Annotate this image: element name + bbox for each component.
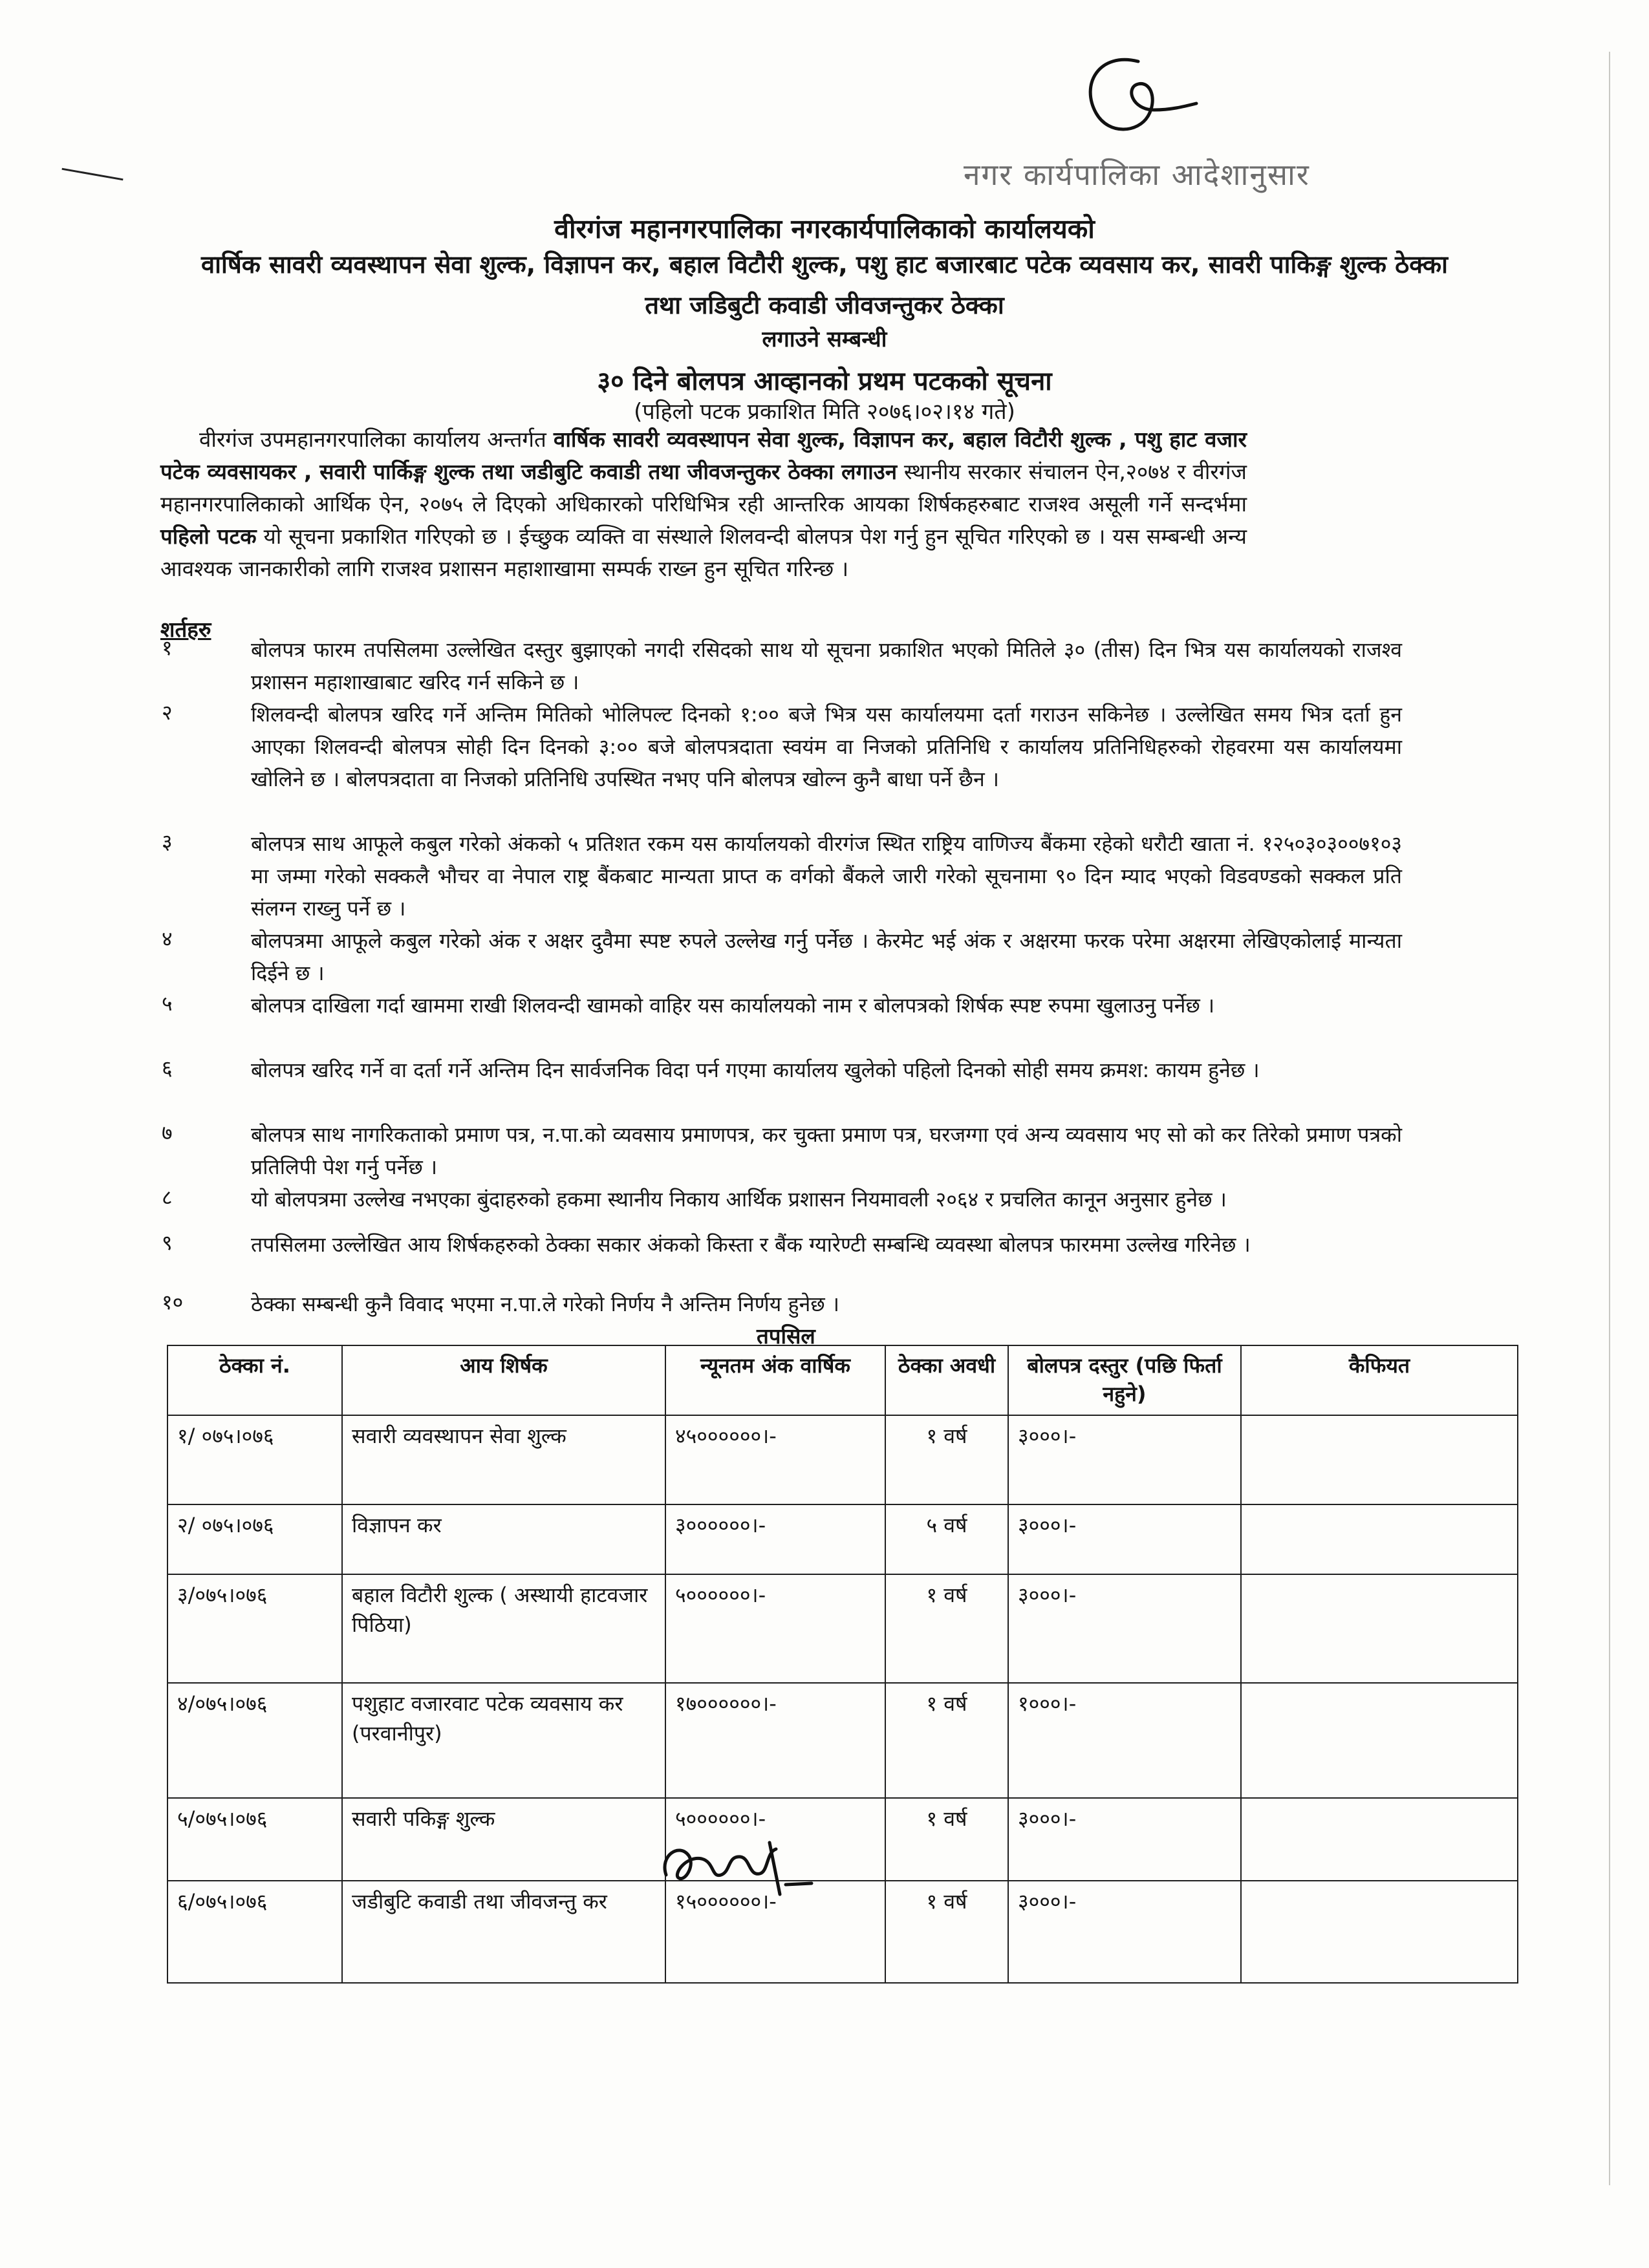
term-text: यो बोलपत्रमा उल्लेख नभएका बुंदाहरुको हकमा स्थानीय निकाय आर्थिक प्रशासन नियमावली २०६४ र प्रचलित कानून अनुसार हुनेछ ।	[251, 1187, 1227, 1212]
term-text: शिलवन्दी बोलपत्र खरिद गर्ने अन्तिम मितिको भोलिपल्ट दिनको १:०० बजे भित्र यस कार्यालयमा दर्ता गराउन सकिनेछ । उल्लेखित समय भित्र दर्ता हुन आएका शिलवन्दी बोलपत्र सोही दिन दिनको ३:०० बजे बोलपत्रदाता स्वयंम वा निजको प्रतिनिधि र कार्यालय प्रतिनिधिहरुको रोहवरमा यस कार्यालयमा खोलिने छ । बोलपत्रदाता वा निजको प्रतिनिधि उपस्थित नभए पनि बोलपत्र खोल्न कुनै बाधा पर्ने छैन ।	[251, 702, 1402, 791]
stamp-text: नगर कार्यपालिका आदेशानुसार	[964, 157, 1310, 192]
cell-tender-fee: ३०००।-	[1008, 1415, 1241, 1504]
cell-tender-fee: ३०००।-	[1008, 1574, 1241, 1683]
cell-contract-no: २/ ०७५।०७६	[167, 1504, 342, 1574]
cell-duration: १ वर्ष	[885, 1798, 1008, 1881]
pen-mark	[61, 168, 123, 181]
cell-remarks	[1241, 1798, 1518, 1881]
notice-title: ३० दिने बोलपत्र आव्हानको प्रथम पटकको सूचना	[597, 367, 1052, 396]
table-row	[167, 1798, 1518, 1881]
term-number: १०	[162, 1290, 184, 1314]
header-remarks: कैफियत	[1241, 1345, 1518, 1415]
cell-revenue-title: पशुहाट वजारवाट पटेक व्यवसाय कर (परवानीपुर)	[342, 1683, 665, 1798]
table-row	[167, 1574, 1518, 1683]
term-number: ३	[162, 829, 173, 854]
table-row	[167, 1415, 1518, 1504]
cell-contract-no: १/ ०७५।०७६	[167, 1415, 342, 1504]
cell-tender-fee: १०००।-	[1008, 1683, 1241, 1798]
cell-revenue-title: बहाल विटौरी शुल्क ( अस्थायी हाटवजार पिठिया)	[342, 1574, 665, 1683]
subject-line-1: वार्षिक सावरी व्यवस्थापन सेवा शुल्क, विज्ञापन कर, बहाल विटौरी शुल्क, पशु हाट बजारबाट पटेक व्यवसाय कर, सावरी पाकिङ्ग शुल्क ठेक्का	[201, 250, 1448, 279]
intro-text-3: यो सूचना प्रकाशित गरिएको छ । ईच्छुक व्यक्ति वा संस्थाले शिलवन्दी बोलपत्र पेश गर्नु हुन सूचित गरिएको छ । यस सम्बन्धी अन्य आवश्यक जानकारीको लागि राजश्व प्रशासन महाशाखामा सम्पर्क राख्न हुन सूचित गरिन्छ ।	[160, 524, 1247, 581]
cell-contract-no: ५/०७५।०७६	[167, 1798, 342, 1881]
subject-line-2: तथा जडिबुटी कवाडी जीवजन्तुकर ठेक्का	[645, 291, 1004, 319]
cell-duration: १ वर्ष	[885, 1683, 1008, 1798]
header-minimum-amount: न्यूनतम अंक वार्षिक	[665, 1345, 885, 1415]
terms-title: शर्तहरु	[160, 617, 211, 642]
cell-minimum-amount: ४५००००००।-	[665, 1415, 885, 1504]
schedule-table	[167, 1345, 1518, 1984]
cell-contract-no: ३/०७५।०७६	[167, 1574, 342, 1683]
term-text: बोलपत्र साथ नागरिकताको प्रमाण पत्र, न.पा.को व्यवसाय प्रमाणपत्र, कर चुक्ता प्रमाण पत्र, घरजग्गा एवं अन्य व्यवसाय भए सो को कर तिरेको प्रमाण पत्रको प्रतिलिपी पेश गर्नु पर्नेछ ।	[251, 1122, 1402, 1179]
cell-revenue-title: जडीबुटि कवाडी तथा जीवजन्तु कर	[342, 1881, 665, 1983]
cell-minimum-amount: ३००००००।-	[665, 1504, 885, 1574]
term-number: ९	[162, 1230, 173, 1255]
intro-text-1: वीरगंज उपमहानगरपालिका कार्यालय अन्तर्गत	[199, 427, 554, 452]
cell-contract-no: ६/०७५।०७६	[167, 1881, 342, 1983]
header-revenue-title: आय शिर्षक	[342, 1345, 665, 1415]
subject-line-3: लगाउने सम्बन्धी	[762, 326, 887, 352]
header-tender-fee: बोलपत्र दस्तुर (पछि फिर्ता नहुने)	[1008, 1345, 1241, 1415]
term-number: २	[162, 700, 173, 725]
header-contract-no: ठेक्का नं.	[167, 1345, 342, 1415]
header-duration: ठेक्का अवधी	[885, 1345, 1008, 1415]
intro-text-2: स्थानीय सरकार संचालन ऐन,२०७४ र वीरगंज महानगरपालिकाको आर्थिक ऐन, २०७५ ले दिएको अधिकारको परिधिभित्र रही आन्तरिक आयका शिर्षकहरुबाट राजश्व असूली गर्ने सन्दर्भमा	[160, 459, 1247, 517]
cell-minimum-amount: १५००००००।-	[665, 1881, 885, 1983]
bottom-signature	[653, 1817, 821, 1907]
table-row	[167, 1504, 1518, 1574]
cell-remarks	[1241, 1504, 1518, 1574]
intro-bold-2: पहिलो पटक	[160, 524, 257, 549]
intro-paragraph	[160, 423, 1247, 585]
intro-bold-1: वार्षिक सावरी व्यवस्थापन सेवा शुल्क, विज्ञापन कर, बहाल विटौरी शुल्क , पशु हाट वजार पटेक व्यवसायकर , सवारी पार्किङ्ग शुल्क तथा जडीबुटि कवाडी तथा जीवजन्तुकर ठेक्का लगाउन	[160, 427, 1247, 484]
term-text: ठेक्का सम्बन्धी कुनै विवाद भएमा न.पा.ले गरेको निर्णय नै अन्तिम निर्णय हुनेछ ।	[251, 1292, 839, 1316]
term-text: तपसिलमा उल्लेखित आय शिर्षकहरुको ठेक्का सकार अंकको किस्ता र बैंक ग्यारेण्टी सम्बन्धि व्यवस्था बोलपत्र फारममा उल्लेख गरिनेछ ।	[251, 1232, 1251, 1257]
cell-minimum-amount: ५००००००।-	[665, 1574, 885, 1683]
term-number: १	[162, 636, 173, 660]
cell-remarks	[1241, 1881, 1518, 1983]
term-number: ६	[162, 1056, 173, 1080]
cell-contract-no: ४/०७५।०७६	[167, 1683, 342, 1798]
cell-duration: १ वर्ष	[885, 1415, 1008, 1504]
term-number: ७	[162, 1120, 173, 1145]
term-text: बोलपत्र दाखिला गर्दा खाममा राखी शिलवन्दी खामको वाहिर यस कार्यालयको नाम र बोलपत्रको शिर्षक स्पष्ट रुपमा खुलाउनु पर्नेछ ।	[251, 993, 1215, 1018]
cell-minimum-amount: ५००००००।-	[665, 1798, 885, 1881]
cell-remarks	[1241, 1574, 1518, 1683]
cell-duration: ५ वर्ष	[885, 1504, 1008, 1574]
cell-tender-fee: ३०००।-	[1008, 1798, 1241, 1881]
cell-revenue-title: सवारी पकिङ्ग शुल्क	[342, 1798, 665, 1881]
cell-tender-fee: ३०००।-	[1008, 1881, 1241, 1983]
cell-duration: १ वर्ष	[885, 1574, 1008, 1683]
cell-tender-fee: ३०००।-	[1008, 1504, 1241, 1574]
term-text: बोलपत्र साथ आफूले कबुल गरेको अंकको ५ प्रतिशत रकम यस कार्यालयको वीरगंज स्थित राष्ट्रिय वाणिज्य बैंकमा रहेको धरौटी खाता नं. १२५०३०३००७१०३ मा जम्मा गरेको सक्कलै भौचर वा नेपाल राष्ट्र बैंकबाट मान्यता प्राप्त क वर्गको बैंकले जारी गरेको सूचनामा ९० दिन म्याद भएको विडवण्डको सक्कल प्रति संलग्न राख्नु पर्ने छ ।	[251, 831, 1402, 921]
publication-date: (पहिलो पटक प्रकाशित मिति २०७६।०२।१४ गते)	[634, 399, 1015, 425]
term-text: बोलपत्र फारम तपसिलमा उल्लेखित दस्तुर बुझाएको नगदी रसिदको साथ यो सूचना प्रकाशित भएको मितिले ३० (तीस) दिन भित्र यस कार्यालयको राजश्व प्रशासन महाशाखाबाट खरिद गर्न सकिने छ ।	[251, 637, 1402, 694]
top-signature	[1061, 45, 1203, 155]
term-number: ५	[162, 991, 173, 1016]
cell-remarks	[1241, 1415, 1518, 1504]
term-text: बोलपत्रमा आफूले कबुल गरेको अंक र अक्षर दुवैमा स्पष्ट रुपले उल्लेख गर्नु पर्नेछ । केरमेट भई अंक र अक्षरमा फरक परेमा अक्षरमा लेखिएकोलाई मान्यता दिईने छ ।	[251, 928, 1402, 985]
term-number: ४	[162, 926, 173, 951]
term-text: बोलपत्र खरिद गर्ने वा दर्ता गर्ने अन्तिम दिन सार्वजनिक विदा पर्न गएमा कार्यालय खुलेको पहिलो दिनको सोही समय क्रमश: कायम हुनेछ ।	[251, 1058, 1260, 1082]
table-row	[167, 1881, 1518, 1983]
table-header-row	[167, 1345, 1518, 1415]
cell-duration: १ वर्ष	[885, 1881, 1008, 1983]
cell-minimum-amount: १७००००००।-	[665, 1683, 885, 1798]
cell-revenue-title: विज्ञापन कर	[342, 1504, 665, 1574]
term-number: ८	[162, 1185, 173, 1210]
cell-revenue-title: सवारी व्यवस्थापन सेवा शुल्क	[342, 1415, 665, 1504]
cell-remarks	[1241, 1683, 1518, 1798]
schedule-title: तपसिल	[757, 1323, 815, 1349]
table-row	[167, 1683, 1518, 1798]
office-heading: वीरगंज महानगरपालिका नगरकार्यपालिकाको कार्यालयको	[554, 213, 1095, 244]
